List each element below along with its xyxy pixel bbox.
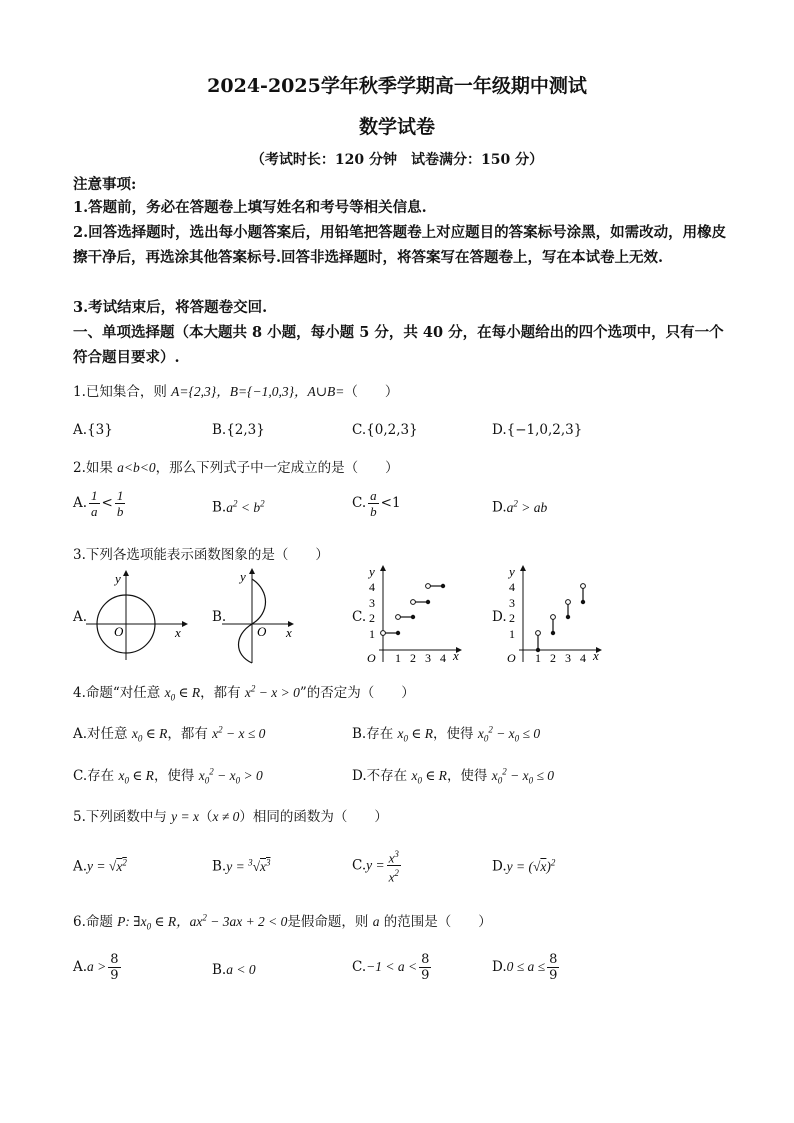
q6-b-label: B. [212,962,227,978]
q4-option-a: A.对任意 $x_0$ ∈ R，都有 $x^2 - x \le 0$ [73,724,266,744]
q6-d-label: D. [492,959,507,975]
q5-stem-b: 相同的函数为（ ） [252,809,388,825]
q5-option-d: $D.y = (√x)^2$ [492,857,556,875]
q1-option-c: C.{0,2,3} [352,422,418,438]
svg-text:2: 2 [550,651,556,665]
svg-text:x: x [175,625,181,640]
q4-d-text2: ，使得 [446,768,492,784]
q1-stem-text: 1.已知集合，则 [73,384,172,400]
svg-text:2: 2 [410,651,416,665]
notice-item-1: 1.答题前，务必在答题卷上填写姓名和考号等相关信息. [73,199,427,216]
q5-c-label: C. [352,857,367,874]
q2-stem-tail: ，那么下列式子中一定成立的是（ ） [155,460,399,476]
q6-stem-a: 6.命题 [73,914,118,930]
svg-text:x: x [286,625,292,640]
q4-a-text2: ，都有 [167,726,213,742]
svg-text:y: y [369,564,375,579]
svg-text:4: 4 [369,580,375,594]
q1-stem-math: A={2,3}，B={−1,0,3}，A∪B= [171,384,345,399]
svg-text:O: O [257,624,267,639]
q4-d-text1: D.不存在 [352,768,412,784]
q5-d-label: D. [492,858,507,875]
q1-stem-paren: （ ） [344,384,399,400]
exam-subtitle: 数学试卷 [358,116,435,138]
q3-option-a-label: A. [73,609,88,625]
q5-option-a: $A.y = √x^2$ [73,857,127,875]
notice-item-3: 3.考试结束后，将答题卷交回. [73,299,268,316]
q3-graph-c-step [363,562,468,667]
q6-option-b: B.a < 0 [212,962,256,978]
svg-text:1: 1 [535,651,541,665]
q4-stem-b: ，都有 [200,685,245,701]
q2-d-label: D. [492,499,507,516]
q3-option-b-label: B. [212,609,227,625]
question-1-stem [73,380,398,400]
question-4-stem: 4.命题“对任意 $x_0$ ∈ R，都有 $x^2 - x > 0$”的否定为（ ） [73,683,415,703]
q2-stem-math: a<b<0 [117,460,156,475]
q4-c-text1: C.存在 [73,768,119,784]
svg-text:2: 2 [369,611,375,625]
q6-stem-b: 是假命题，则 [287,914,373,930]
notice-heading: 注意事项: [73,176,137,193]
q2-stem-text: 2.如果 [73,460,118,476]
q4-b-text1: B.存在 [352,726,398,742]
q4-c-text2: ，使得 [153,768,199,784]
q2-option-a: A. $\frac{1}{a}$ < $\frac{1}{b}$ [73,488,124,519]
q4-option-b: B.存在 $x_0$ ∈ R，使得 $x_0^2 - x_0 \le 0$ [352,724,541,744]
svg-text:O: O [114,624,124,639]
q3-graph-d-segments [503,562,608,667]
q2-option-d: $D.a^2$ > ab [492,498,548,516]
q4-option-c: C.存在 $x_0$ ∈ R，使得 $x_0^2 - x_0 > 0$ [73,766,263,786]
svg-text:1: 1 [509,627,515,641]
q4-stem-c: ”的否定为（ ） [299,685,415,701]
q6-a-label: A. [73,959,88,975]
svg-text:3: 3 [425,651,431,665]
q4-a-text1: A.对任意 [73,726,132,742]
question-2-stem [73,456,399,476]
q4-option-d: D.不存在 $x_0$ ∈ R，使得 $x_0^2 - x_0 \le 0$ [352,766,555,786]
q5-a-label: A. [73,858,88,875]
svg-text:y: y [509,564,515,579]
svg-text:1: 1 [369,627,375,641]
svg-text:3: 3 [509,596,515,610]
q1-option-a: A.{3} [73,422,113,438]
question-5-stem: 5.下列函数中与 y = x（x ≠ 0）相同的函数为（ ） [73,809,388,825]
q3-option-c-label: C. [352,609,367,625]
q2-c-label: C. [352,495,367,511]
q6-c-label: C. [352,959,367,975]
q2-option-c: C. $\frac{a}{b}$ <1 [352,488,401,519]
svg-text:2: 2 [509,611,515,625]
question-6-stem: 6.命题 P: $\exists x_0$ ∈ R，$ax^2 - 3ax + 2 < 0$是假命题，则 a 的范围是（ ） [73,912,492,932]
svg-text:O: O [367,651,376,665]
exam-meta: （考试时长：120 分钟 试卷满分：150 分） [250,152,544,168]
exam-title: 2024-2025学年秋季学期高一年级期中测试 [207,75,587,97]
notice-item-2: 2.回答选择题时，选出每小题答案后，用铅笔把答题卷上对应题目的答案标号涂黑，如需改动，用橡皮擦干净后，再选涂其他答案标号.回答非选择题时，将答案写在答题卷上，写在本试卷上无效. [73,224,727,266]
q6-option-d: D.0 ≤ a ≤ $\frac{8}{9}$ [492,952,558,983]
svg-text:1: 1 [395,651,401,665]
q1-option-d: D.{−1,0,2,3} [492,422,583,438]
svg-text:4: 4 [509,580,515,594]
q4-b-text2: ，使得 [433,726,478,742]
svg-text:x: x [453,648,459,663]
section-heading: 一、单项选择题（本大题共 8 小题，每小题 5 分，共 40 分，在每小题给出的四个选项中，只有一个符合题目要求）. [73,324,724,366]
q5-option-b: $B.y = ^3√x^3$ [212,857,271,875]
question-3-stem: 3.下列各选项能表示函数图象的是（ ） [73,547,329,563]
q3-graph-a-circle [86,568,196,663]
svg-text:3: 3 [565,651,571,665]
svg-text:3: 3 [369,596,375,610]
svg-text:4: 4 [440,651,446,665]
q5-option-c: C.y = $\frac{x^3}{x^2}$ [352,849,399,885]
q5-b-label: B. [212,858,227,875]
q2-a-label: A. [73,495,88,511]
q6-option-c: C.−1 < a < $\frac{8}{9}$ [352,952,430,983]
q6-option-a: A.a > $\frac{8}{9}$ [73,952,119,983]
q1-option-b: B.{2,3} [212,422,265,438]
q6-stem-c: 的范围是（ ） [379,914,492,930]
svg-text:y: y [240,569,246,584]
svg-text:O: O [507,651,516,665]
svg-text:x: x [593,648,599,663]
q2-option-b: $B.a^2 < b^2$ [212,498,265,516]
svg-text:4: 4 [580,651,586,665]
q2-b-label: B. [212,499,227,516]
q3-graph-b-sine [222,565,302,665]
q3-option-d-label: D. [492,609,507,625]
svg-text:y: y [115,571,121,586]
q5-stem-a: 5.下列函数中与 [73,809,172,825]
q4-stem-a: 4.命题“对任意 [73,685,165,701]
